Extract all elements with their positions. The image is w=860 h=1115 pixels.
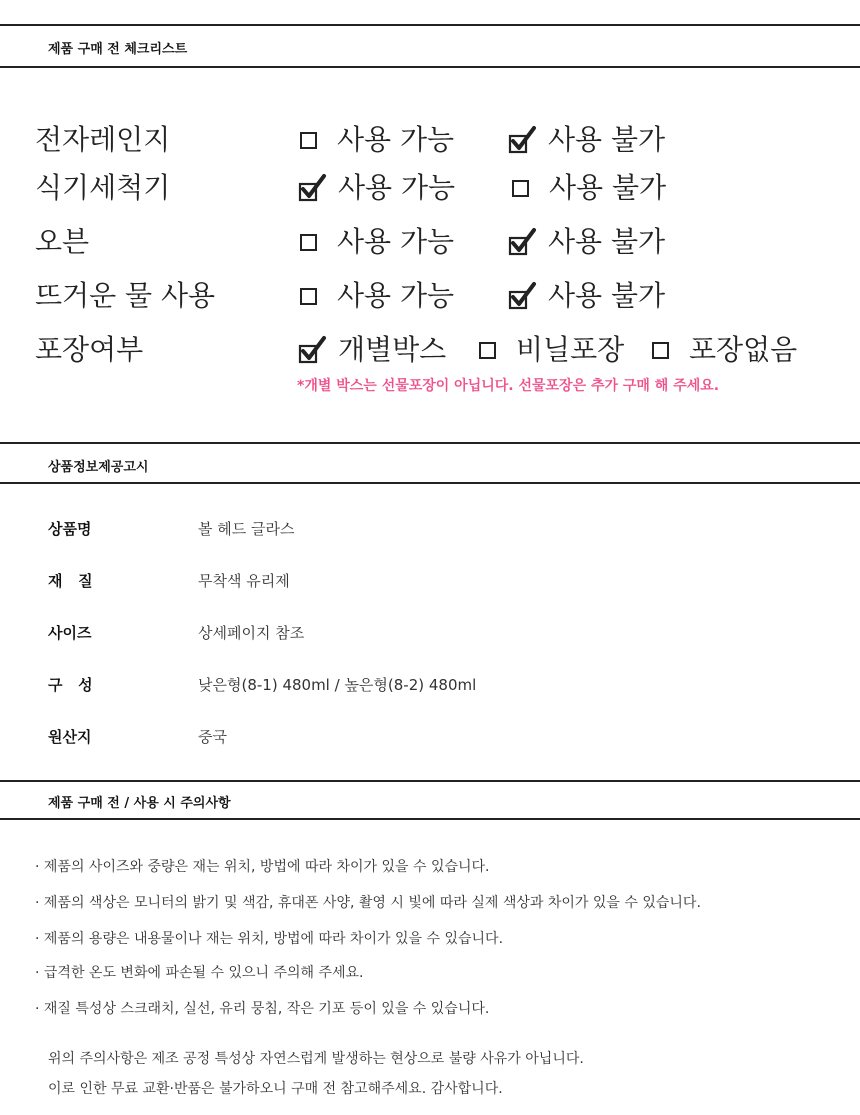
checkbox-empty[interactable]: [300, 234, 317, 251]
option-label: 사용 불가: [548, 225, 666, 258]
checklist-row-label: 포장여부: [35, 333, 144, 366]
option-label: 사용 불가: [549, 171, 667, 204]
packaging-note: *개별 박스는 선물포장이 아닙니다. 선물포장은 추가 구매 해 주세요.: [297, 378, 720, 394]
checklist-row-label: 식기세척기: [35, 171, 171, 204]
divider: [0, 818, 860, 820]
option-unavailable[interactable]: [512, 168, 666, 208]
checkbox-empty[interactable]: [300, 288, 317, 305]
info-value-origin: 중국: [198, 728, 227, 746]
checkbox-checked-icon[interactable]: [508, 227, 536, 257]
option-label: 사용 가능: [337, 279, 455, 312]
checkbox-empty[interactable]: [652, 342, 669, 359]
option-label: 비닐포장: [516, 333, 625, 366]
option-label: 포장없음: [689, 333, 798, 366]
info-label-material: 재 질: [48, 572, 93, 590]
info-label-origin: 원산지: [48, 728, 92, 746]
option-label: 사용 가능: [337, 225, 455, 258]
checklist-row-hot-water: [0, 276, 860, 320]
option-unavailable[interactable]: [508, 222, 665, 262]
notice-item: · 제품의 사이즈와 중량은 재는 위치, 방법에 따라 차이가 있을 수 있습니다.: [35, 859, 490, 875]
option-available[interactable]: [300, 222, 454, 262]
option-label: 사용 가능: [338, 171, 456, 204]
option-label: 사용 불가: [548, 123, 666, 156]
info-value-name: 볼 헤드 글라스: [198, 520, 295, 538]
option-available[interactable]: [300, 120, 454, 160]
checkbox-checked-icon[interactable]: [508, 125, 536, 155]
divider: [0, 442, 860, 444]
info-label-name: 상품명: [48, 520, 92, 538]
info-label-composition: 구 성: [48, 676, 93, 694]
checklist-title: 제품 구매 전 체크리스트: [48, 42, 188, 57]
product-info-title: 상품정보제공고시: [48, 460, 149, 475]
option-label: 사용 가능: [337, 123, 455, 156]
checkbox-empty[interactable]: [300, 132, 317, 149]
divider: [0, 780, 860, 782]
notice-item: · 재질 특성상 스크래치, 실선, 유리 뭉침, 작은 기포 등이 있을 수 있습니다.: [35, 1001, 490, 1017]
checkbox-empty[interactable]: [512, 180, 529, 197]
checklist-row-oven: [0, 222, 860, 266]
checkbox-checked-icon[interactable]: [298, 335, 326, 365]
info-label-size: 사이즈: [48, 624, 92, 642]
checklist-row-packaging: [0, 330, 860, 374]
notice-item: · 제품의 색상은 모니터의 밝기 및 색감, 휴대폰 사양, 촬영 시 빛에 따라 실제 색상과 차이가 있을 수 있습니다.: [35, 895, 701, 911]
info-value-size: 상세페이지 참조: [198, 624, 305, 642]
option-label: 개별박스: [338, 333, 447, 366]
option-available[interactable]: [300, 276, 454, 316]
info-value-material: 무착색 유리제: [198, 572, 290, 590]
option-available[interactable]: [298, 168, 455, 208]
checklist-row-label: 오븐: [35, 225, 90, 258]
checkbox-checked-icon[interactable]: [508, 281, 536, 311]
divider: [0, 66, 860, 68]
notice-item: · 급격한 온도 변화에 파손될 수 있으니 주의해 주세요.: [35, 965, 364, 981]
info-value-composition: 낮은형(8-1) 480ml / 높은형(8-2) 480ml: [198, 676, 477, 694]
option-individual-box[interactable]: [298, 330, 446, 370]
option-unavailable[interactable]: [508, 120, 665, 160]
closing-text: 이로 인한 무료 교환·반품은 불가하오니 구매 전 참고해주세요. 감사합니다.: [48, 1081, 503, 1097]
divider: [0, 24, 860, 26]
checkbox-checked-icon[interactable]: [298, 173, 326, 203]
closing-text: 위의 주의사항은 제조 공정 특성상 자연스럽게 발생하는 현상으로 불량 사유가 아닙니다.: [48, 1051, 584, 1067]
option-no-packaging[interactable]: [652, 330, 797, 370]
checkbox-empty[interactable]: [479, 342, 496, 359]
option-label: 사용 불가: [548, 279, 666, 312]
checklist-row-label: 전자레인지: [35, 123, 171, 156]
option-vinyl[interactable]: [479, 330, 624, 370]
divider: [0, 482, 860, 484]
notice-item: · 제품의 용량은 내용물이나 재는 위치, 방법에 따라 차이가 있을 수 있습니다.: [35, 931, 504, 947]
checklist-row-label: 뜨거운 물 사용: [35, 279, 216, 312]
option-unavailable[interactable]: [508, 276, 665, 316]
notices-title: 제품 구매 전 / 사용 시 주의사항: [48, 796, 231, 811]
checklist-row-dishwasher: [0, 168, 860, 212]
checklist-row-microwave: [0, 120, 860, 164]
